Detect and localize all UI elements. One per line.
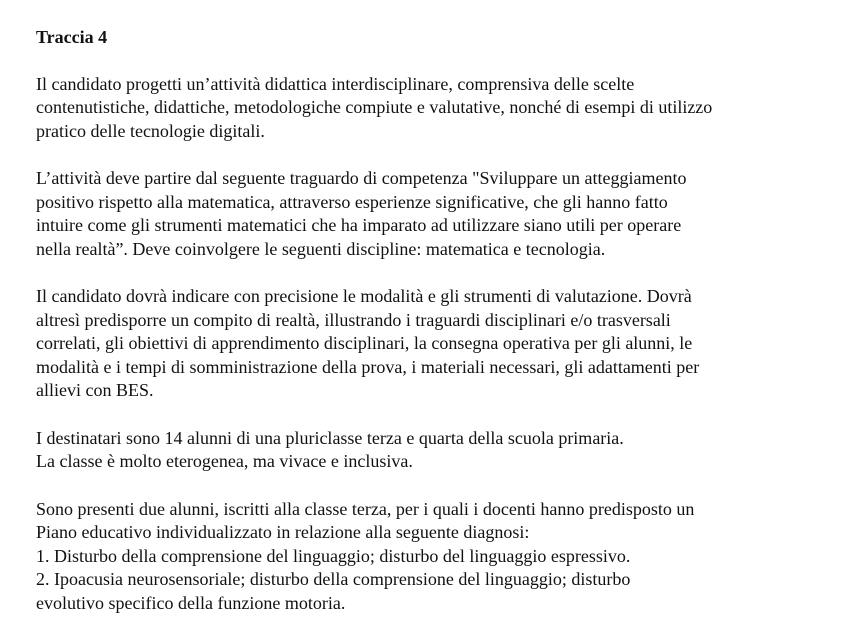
document-title: Traccia 4 bbox=[36, 27, 108, 47]
paragraph-line: evolutivo specifico della funzione motoria. bbox=[36, 592, 346, 613]
paragraph-line: Sono presenti due alunni, iscritti alla classe terza, per i quali i docenti hanno predisposto un bbox=[36, 498, 695, 519]
paragraph-line: correlati, gli obiettivi di apprendimento disciplinari, la consegna operativa per gli alunni, le bbox=[36, 333, 693, 353]
paragraph-2 bbox=[36, 167, 851, 261]
paragraph-line: La classe è molto eterogenea, ma vivace e inclusiva. bbox=[36, 451, 413, 471]
paragraph-line: pratico delle tecnologie digitali. bbox=[36, 120, 265, 141]
paragraph-line: L’attività deve partire dal seguente traguardo di competenza "Sviluppare un atteggiamento bbox=[36, 168, 687, 188]
paragraph-3 bbox=[36, 285, 851, 403]
paragraph-line: positivo rispetto alla matematica, attraverso esperienze significative, che gli hanno fatto bbox=[36, 191, 668, 212]
paragraph-line: Piano educativo individualizzato in relazione alla seguente diagnosi: bbox=[36, 522, 530, 542]
paragraph-line: modalità e i tempi di somministrazione della prova, i materiali necessari, gli adattamenti per bbox=[36, 356, 700, 377]
paragraph-line: Il candidato dovrà indicare con precisione le modalità e gli strumenti di valutazione. Dovrà bbox=[36, 286, 692, 306]
paragraph-line: 2. Ipoacusia neurosensoriale; disturbo della comprensione del linguaggio; disturbo bbox=[36, 569, 631, 589]
paragraph-4 bbox=[36, 427, 851, 474]
paragraph-line: I destinatari sono 14 alunni di una pluriclasse terza e quarta della scuola primaria. bbox=[36, 427, 624, 448]
paragraph-1 bbox=[36, 73, 851, 144]
paragraph-line: Il candidato progetti un’attività didattica interdisciplinare, comprensiva delle scelte bbox=[36, 73, 635, 94]
paragraph-line: allievi con BES. bbox=[36, 380, 154, 400]
paragraph-line: contenutistiche, didattiche, metodologiche compiute e valutative, nonché di esempi di utilizzo bbox=[36, 97, 713, 117]
document-body bbox=[36, 26, 851, 639]
paragraph-line: intuire come gli strumenti matematici che ha imparato ad utilizzare siano utili per operare bbox=[36, 215, 682, 235]
paragraph-line: 1. Disturbo della comprensione del linguaggio; disturbo del linguaggio espressivo. bbox=[36, 545, 631, 566]
paragraph-line: nella realtà”. Deve coinvolgere le seguenti discipline: matematica e tecnologia. bbox=[36, 238, 606, 259]
paragraph-line: altresì predisporre un compito di realtà, illustrando i traguardi disciplinari e/o trasversali bbox=[36, 309, 671, 330]
paragraph-5 bbox=[36, 498, 851, 616]
